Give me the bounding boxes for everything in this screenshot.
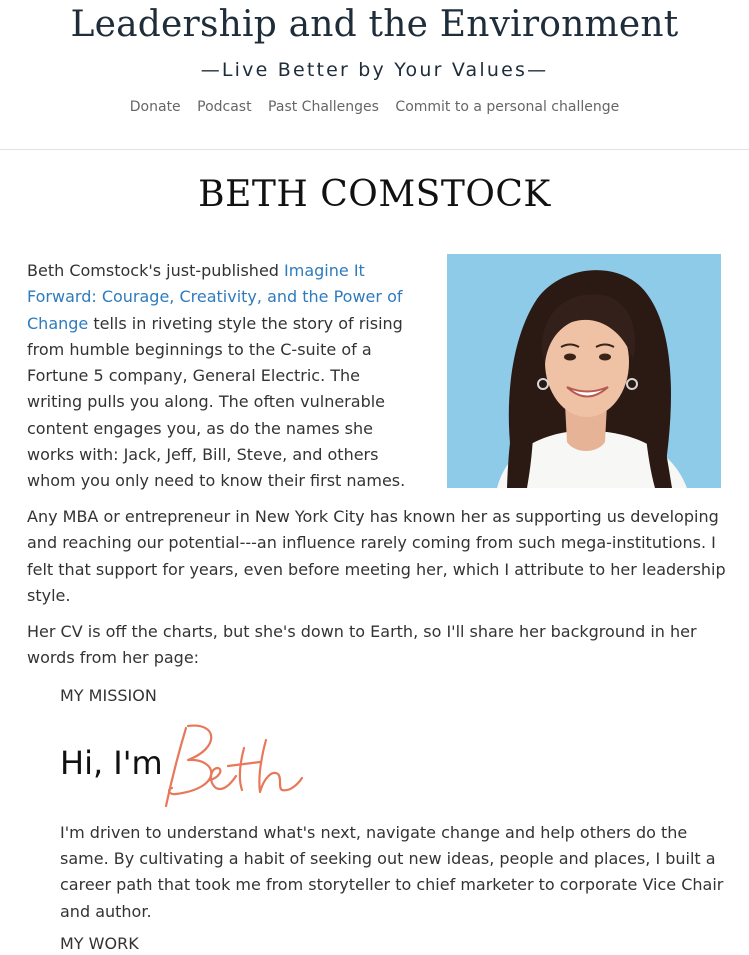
paragraph-2: Any MBA or entrepreneur in New York City has known her as supporting us developing and reaching our potential---an influence rarely coming from such mega-institutions. I felt that support for years, even before meeting her, which I attribute to her leadership style. [27, 507, 726, 605]
nav-podcast[interactable]: Podcast [197, 99, 252, 115]
intro-text-cont: tells in riveting style the story of rising from humble beginnings to the C-suite of a Fortune 5 company, General Electric. The writing pulls you along. The often vulnerable content engages you, as do the names she works with: Jack, Jeff, Bill, Steve, and others whom you only need to know their first names. [27, 313, 406, 491]
greeting-line [60, 723, 727, 815]
site-title[interactable]: Leadership and the Environment [70, 4, 679, 45]
work-heading: MY WORK [60, 933, 139, 953]
site-tagline: —Live Better by Your Values— [200, 59, 549, 81]
intro-text: Beth Comstock's just-published [27, 261, 285, 280]
mission-paragraph: I'm driven to understand what's next, navigate change and help others do the same. By cultivating a habit of seeking out new ideas, people and places, I built a career path that took me from storyteller to chief marketer to corporate Vice Chair and author. [60, 822, 724, 921]
page-title: BETH COMSTOCK [198, 174, 551, 215]
beth-signature [158, 718, 308, 813]
paragraph-3: Her CV is off the charts, but she's down to Earth, so I'll share her background in her words from her page: [27, 622, 697, 668]
greeting-text: Hi, I'm [60, 743, 163, 782]
nav-commit-challenge[interactable]: Commit to a personal challenge [395, 99, 620, 115]
author-portrait [447, 254, 721, 488]
article-content [0, 254, 749, 955]
nav-donate[interactable]: Donate [129, 99, 181, 115]
intro-paragraph [27, 254, 407, 495]
intro-section [27, 254, 727, 494]
quoted-bio [60, 685, 727, 955]
main-nav [0, 99, 749, 115]
site-header [0, 0, 749, 150]
portrait-image [447, 254, 721, 488]
book-link[interactable]: Imagine It Forward: Courage, Creativity, and the Power of Change [27, 261, 403, 333]
mission-heading: MY MISSION [60, 685, 157, 705]
nav-past-challenges[interactable]: Past Challenges [268, 99, 379, 115]
